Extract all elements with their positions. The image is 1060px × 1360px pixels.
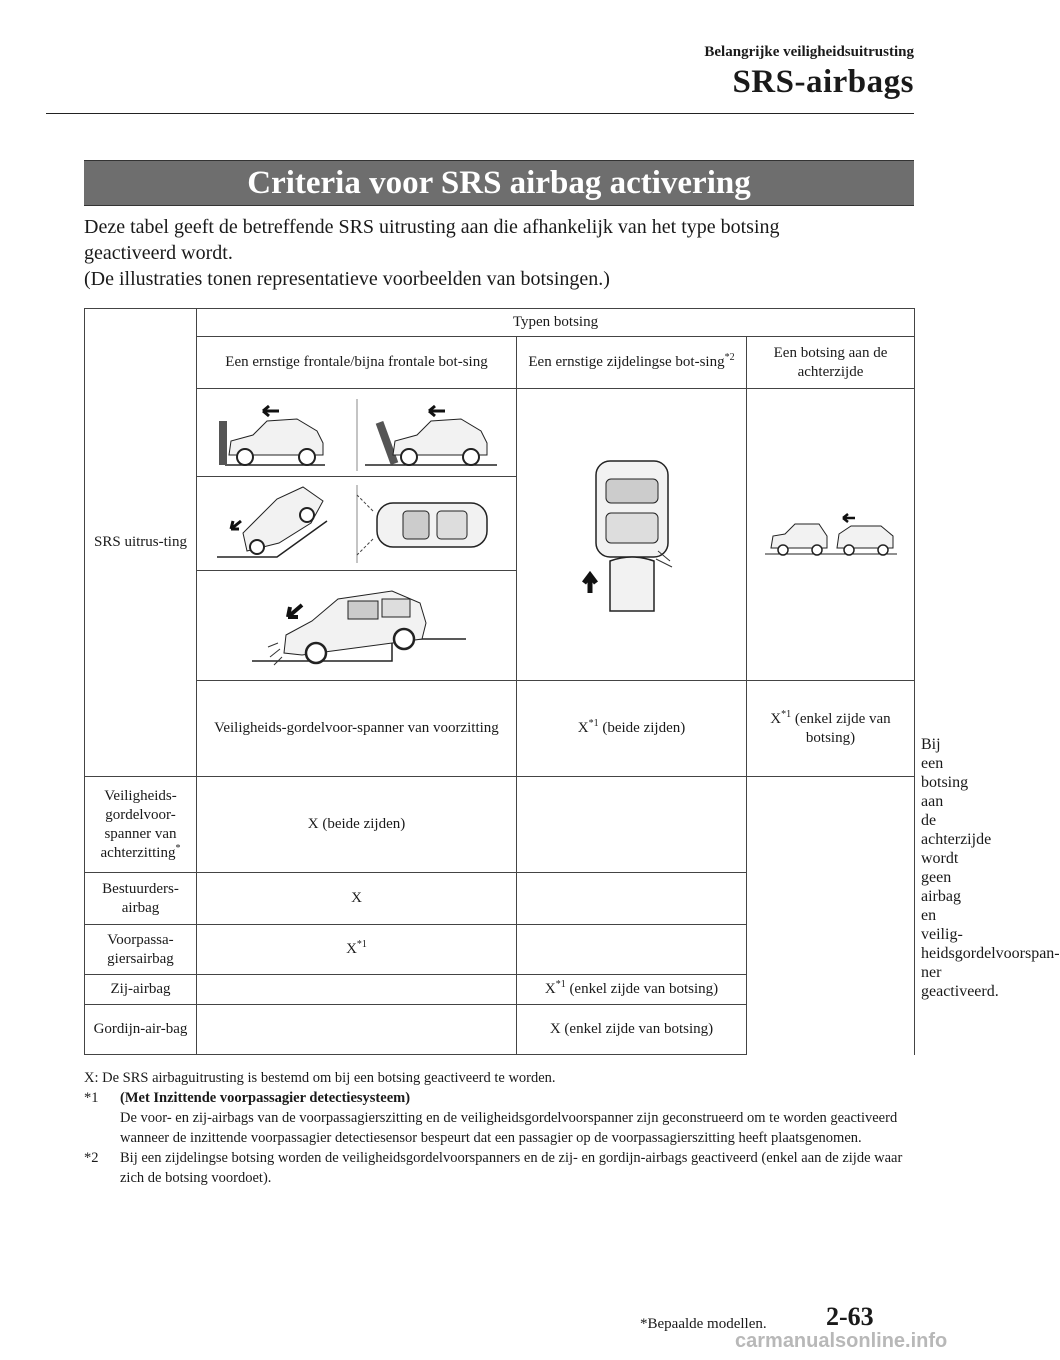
note-x: X: De SRS airbaguitrusting is bestemd om bij een botsing geactiveerd te worden. [84, 1070, 556, 1086]
row-label-side-airbag: Zij-airbag [85, 975, 197, 1005]
collision-types-header: Typen botsing [197, 309, 915, 337]
intro-line-1: Deze tabel geeft de betreffende SRS uitrusting aan die afhankelijk van het type botsing [84, 216, 780, 238]
watermark: carmanualsonline.info [735, 1330, 948, 1352]
cell-side-airbag-side: $X^{*1}$ (enkel zijde van botsing) [517, 975, 747, 1005]
row-label-rear-pretensioner: Veiligheids-gordelvoor-spanner van achterzitting* [85, 777, 197, 873]
cell-curtain-airbag-side: X (enkel zijde van botsing) [517, 1005, 747, 1055]
cell-driver-airbag-side [517, 873, 747, 925]
col-header-frontal: Een ernstige frontale/bijna frontale bot-sing [197, 337, 517, 389]
page-title: SRS-airbags [732, 64, 914, 100]
cell-passenger-airbag-frontal: $X^{*1}$ [197, 925, 517, 975]
footnotes [84, 1068, 920, 1188]
note-2 [84, 1148, 920, 1188]
frontal-collision-illustration-3 [197, 571, 517, 681]
row-label-passenger-airbag: Voorpassa-giersairbag [85, 925, 197, 975]
cell-rear-pretensioner-frontal: X (beide zijden) [197, 777, 517, 873]
cell-side-airbag-frontal [197, 975, 517, 1005]
note-1-text: De voor- en zij-airbags van de voorpassagierszitting en de veiligheidsgordelvoorspanner zijn geconstrueerd om te worden geactiveerd wanneer de inzittende voorpassagier detectiesensor bespeurt dat een passagier op de voorpassagierszitting heeft plaatsgenomen. [120, 1110, 898, 1146]
note-1-title: (Met Inzittende voorpassagier detectiesysteem) [120, 1090, 411, 1106]
row-label-curtain-airbag: Gordijn-air-bag [85, 1005, 197, 1055]
section-header: Belangrijke veiligheidsuitrusting [704, 44, 914, 60]
cell-driver-airbag-frontal: X [197, 873, 517, 925]
row-label-driver-airbag: Bestuurders-airbag [85, 873, 197, 925]
note-2-text: Bij een zijdelingse botsing worden de veiligheidsgordelvoorspanners en de zij- en gordijn-airbags geactiveerd (enkel aan de zijde waar zich de botsing voordoet). [120, 1150, 903, 1186]
note-2-marker: *2 [84, 1150, 99, 1166]
page-number: 2-63 [826, 1302, 874, 1331]
note-1 [84, 1088, 920, 1148]
side-collision-illustration [517, 389, 747, 681]
intro-text [84, 214, 904, 292]
note-1-marker: *1 [84, 1090, 99, 1106]
cell-front-pretensioner-side: $X^{*1}$ (enkel zijde van botsing) [747, 681, 915, 777]
cell-passenger-airbag-side [517, 925, 747, 975]
criteria-table: SRS uitrus-ting Typen botsing Een ernstige frontale/bijna frontale bot-sing Een ernstige zijdelingse bot-sing$^{*2}$ Een botsing aan de achterzijde Veiligheids-gordelvoor-spanner van voorzitting $X^{*1}$ (beide zijden) $X^{*1}$ (enkel zijde van botsing) Bij een botsing aan de achterzijde wordt geen airbag en veilig-heidsgordelvoorspan-ner geactiveerd. Veiligheids-gordelvoor-spanner van achterzitting* X (beide zijden) Bestuurders-airbag X Voorpassa-giersairbag $X^{*1}$ Zij-airbag $X^{*1}$ (enkel zijde van botsing) Gordijn-air-bag X (enkel zijde van botsing) [84, 308, 915, 1055]
footer-note: *Bepaalde modellen. [640, 1316, 767, 1332]
intro-line-2: geactiveerd wordt. [84, 242, 233, 264]
intro-line-3: (De illustraties tonen representatieve voorbeelden van botsingen.) [84, 268, 610, 290]
col-header-side: Een ernstige zijdelingse bot-sing$^{*2}$ [517, 337, 747, 389]
cell-curtain-airbag-frontal [197, 1005, 517, 1055]
section-banner: Criteria voor SRS airbag activering [84, 160, 914, 206]
row-label-front-pretensioner: Veiligheids-gordelvoor-spanner van voorzitting [197, 681, 517, 777]
frontal-collision-illustration-1 [197, 389, 517, 477]
row-label-srs: SRS uitrus-ting [85, 309, 197, 777]
cell-front-pretensioner-frontal: $X^{*1}$ (beide zijden) [517, 681, 747, 777]
rear-collision-illustration [747, 389, 915, 681]
cell-rear-pretensioner-side [517, 777, 747, 873]
col-header-rear: Een botsing aan de achterzijde [747, 337, 915, 389]
frontal-collision-illustration-2 [197, 477, 517, 571]
header-divider [46, 113, 914, 114]
